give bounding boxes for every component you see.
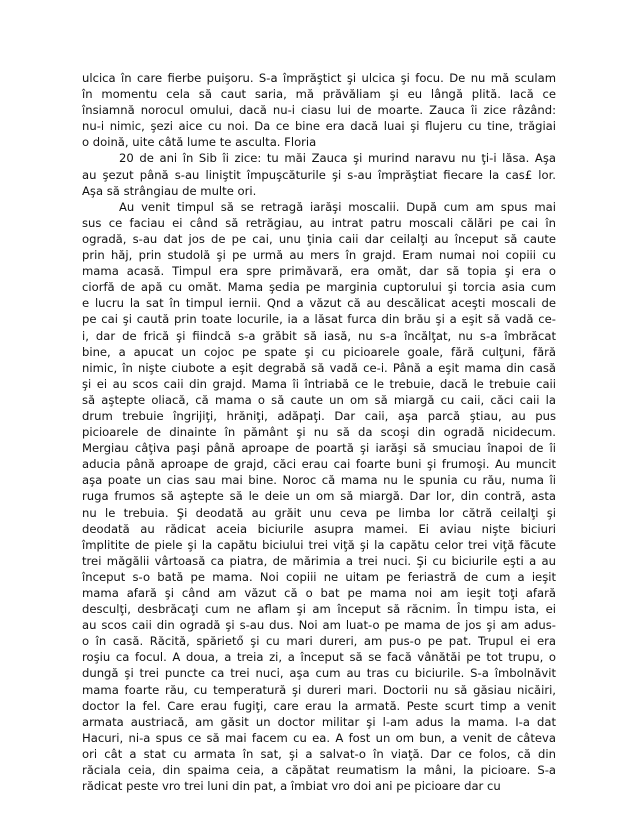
text-line: doctor la fel. Care erau fugiţi, care erau la armată. Peste scurt timp a venit (82, 698, 556, 713)
text-line: ogradă, s-au dat jos de pe cai, unu ţinia caii dar ceilalţi au început să caute (82, 231, 556, 246)
document-page (82, 70, 556, 794)
text-line: ruga frumos să aştepte să le deie un om să miargă. Dar lor, din contră, asta (82, 489, 556, 504)
text-line: nu-i nimic, şezi aice cu noi. Da ce bine era dacă luai şi flujeru cu tine, trăgiai (82, 119, 556, 134)
text-line: o în casă. Răcită, spăriető şi cu mari dureri, am pus-o pe pat. Trupul ei era (82, 634, 556, 649)
text-line: Aşa să strângiau de multe ori. (82, 183, 257, 198)
text-line: au scos caii din ogradă şi s-au dus. Noi am luat-o pe mama de jos şi am adus- (82, 618, 556, 633)
text-line: ulcica în care fierbe puişoru. S-a împrăştict şi ulcica şi focu. De nu mă sculam (82, 71, 556, 85)
text-line: nimic, în nişte ciubote a eşit degrabă să vadă ce-i. Până a eşit mama din casă (82, 360, 556, 375)
text-line: i, dar de frică şi fiindcă s-a grăbit să iasă, nu s-a încălţat, nu s-a îmbrăcat (82, 328, 556, 343)
text-line: în momentu cela să caut saria, mă prăvăliam şi eu lângă plită. Iacă ce (82, 87, 556, 102)
text-line: o doină, uite câtă lume te asculta. Floria (82, 135, 317, 150)
text-line: aşa poate un cias sau mai bine. Noroc că mama nu le spunia cu rău, numa îi (82, 473, 556, 488)
text-line: roşiu ca focul. A doua, a treia zi, a început să se facă vânătăi pe tot trupu, o (82, 650, 556, 665)
text-line: e lucru la sat în timpul iernii. Qnd a văzut că au descălicat aceşti moscali de (82, 296, 556, 311)
text-line: picioarele de dinainte în pământ şi nu să da scoşi din ogradă nicidecum. (82, 425, 556, 440)
text-line: să aştepte oliacă, că mama o să caute un om să miargă cu caii, căci caii la (82, 392, 556, 407)
text-line: însiamnă norocul omului, dacă nu-i ciasu lui de moarte. Zauca îi zice râzând: (82, 103, 556, 118)
text-line: 20 de ani în Sib îi zice: tu măi Zauca şi murind naravu nu ţi-i lăsa. Aşa (119, 151, 556, 166)
text-line: rădicat peste vro trei luni din pat, a îmbiat vro doi ani pe picioare dar cu (82, 779, 501, 794)
text-line: aducia până aproape de grajd, căci erau cai foarte buni şi frumoşi. Au muncit (82, 457, 556, 472)
text-line: sus ce faciau ei când să retrăgiau, au intrat patru moscali călări pe cai în (82, 215, 556, 230)
text-line: prin hăj, prin studolă şi pe urmă au mers în grajd. Eram numai noi copiii cu (82, 248, 556, 263)
text-line: mama acasă. Timpul era spre primăvară, era omăt, dar să topia şi era o (82, 264, 556, 279)
text-line: deodată au rădicat aceia biciurile asupra mamei. Ei aviau nişte biciuri (82, 521, 556, 536)
text-line: trei măgălii vârtoasă ca piatra, de mărimia a trei nuci. Şi cu biciurile eşti a au (82, 553, 556, 568)
text-line: Au venit timpul să se retragă iarăşi moscalii. După cum am spus mai (119, 199, 556, 214)
text-line: început s-o bată pe mama. Noi copiii ne uitam pe feriastră de cum a ieşit (82, 569, 556, 584)
text-line: pe cai şi caută prin toate locurile, ia a lăsat furca din brău şi a eşit să vadă ce- (82, 312, 556, 327)
text-line: ciorfă de apă cu omăt. Mama şedia pe marginia cuptorului şi torcia asia cum (82, 280, 556, 295)
text-line: mama afară şi când am văzut că o bat pe mama noi am ieşit toţi afară (82, 586, 556, 600)
text-line: ori cât a stat cu armata în sat, şi a salvat-o în viaţă. Dar ce folos, că din (82, 746, 556, 761)
text-line: Hacuri, ni-a spus ce să mai facem cu ea. A fost un om bun, a venit de câteva (82, 730, 556, 745)
text-line: drum trebuie îngrijiţi, hrăniţi, adăpaţi. Dar caii, aşa parcă ştiau, au pus (82, 408, 556, 423)
text-line: şi ei au scos caii din grajd. Mama îi întriabă ce le trebuie, dacă le trebuie caii (82, 376, 556, 391)
text-line: răciala ceia, din spaima ceia, a căpătat reumatism la mâni, la picioare. S-a (82, 763, 556, 778)
text-line: desculţi, desbrăcaţi cum ne aflam şi am început să răcnim. În timpu ista, ei (82, 602, 556, 617)
text-line: armata austriacă, am găsit un doctor militar şi l-am adus la mama. I-a dat (82, 714, 556, 729)
text-line: împlitite de piele şi la capătu biciului trei viţă şi la capătu celor trei viţă făcute (82, 537, 556, 552)
text-line: Mergiau câţiva paşi până aproape de poartă şi iarăşi să smuciau înapoi de îi (82, 441, 556, 456)
text-line: nu le trebuia. Şi deodată au grăit unu ceva pe limba lor cătră ceilalţi şi (82, 505, 556, 520)
text-line: dungă şi trei puncte ca trei nuci, aşa cum au tras cu biciurile. S-a îmbolnăvit (82, 666, 556, 681)
text-line: au şezut până s-au liniştit împuşcăturile şi s-au împrăştiat fiecare la cas£ lor. (82, 167, 556, 182)
text-line: bine, a apucat un cojoc pe spate şi cu picioarele goale, fără culţuni, fără (82, 344, 556, 359)
text-line: mama foarte rău, cu temperatură şi dureri mari. Doctorii nu să găsiau nicăiri, (82, 682, 556, 697)
